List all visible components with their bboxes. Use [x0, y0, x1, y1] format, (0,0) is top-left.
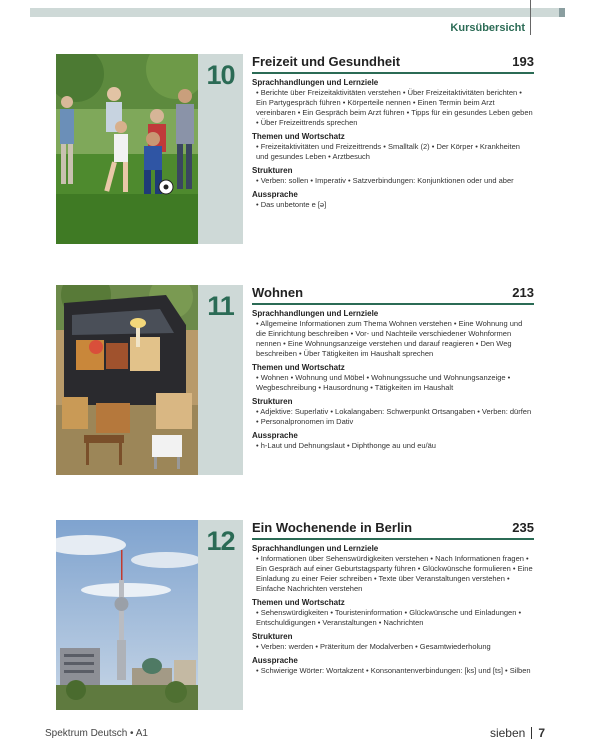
- section-text: • Sehenswürdigkeiten • Touristeninformation • Glückwünsche und Einladungen • Entschuldigungen • Veranstaltungen • Nachrichten: [256, 608, 522, 627]
- section-heading: Strukturen: [252, 632, 293, 641]
- section-heading: Strukturen: [252, 166, 293, 175]
- unit-number: 12: [206, 526, 235, 556]
- section-wortschatz: [252, 363, 534, 393]
- photo-family-soccer: [56, 54, 198, 244]
- unit-number-box: [198, 285, 243, 475]
- section-wortschatz: [252, 132, 534, 162]
- section-strukturen: [252, 632, 534, 652]
- photo-moving-car: [56, 285, 198, 475]
- unit-title: Ein Wochenende in Berlin: [252, 520, 413, 535]
- section-aussprache: [252, 656, 534, 676]
- section-text: • Berichte über Freizeitaktivitäten verstehen • Über Freizeitaktivitäten berichten • Ein Partygespräch führen • Körperteile nennen • Einen Termin beim Arzt vereinbaren • Ein Gespräch beim Arzt führen • Tipps für ein gesundes Leben geben • Über Freizeittrends sprechen: [256, 88, 533, 127]
- header-bar-edge: [559, 8, 565, 17]
- section-text: • h-Laut und Dehnungslaut • Diphthonge au und eu/äu: [256, 441, 436, 450]
- header-bar: [30, 8, 565, 17]
- section-title: Kursübersicht: [450, 22, 525, 34]
- unit-header: [252, 520, 534, 540]
- section-strukturen: [252, 166, 534, 186]
- unit-page: 235: [512, 520, 534, 535]
- section-heading: Sprachhandlungen und Lernziele: [252, 78, 379, 87]
- section-heading: Aussprache: [252, 190, 298, 199]
- section-heading: Sprachhandlungen und Lernziele: [252, 544, 379, 553]
- photo-berlin-skyline: [56, 520, 198, 710]
- section-text: • Verben: sollen • Imperativ • Satzverbindungen: Konjunktionen oder und aber: [256, 176, 514, 185]
- footer-page: [490, 726, 545, 740]
- unit-page: 213: [512, 285, 534, 300]
- unit-number-box: [198, 520, 243, 710]
- unit-number: 10: [206, 60, 235, 90]
- section-heading: Themen und Wortschatz: [252, 363, 345, 372]
- section-aussprache: [252, 190, 534, 210]
- section-strukturen: [252, 397, 534, 427]
- unit-title: Freizeit und Gesundheit: [252, 54, 401, 69]
- section-text: • Wohnen • Wohnung und Möbel • Wohnungssuche und Wohnungsanzeige • Wegbeschreibung • Hausordnung • Tätigkeiten im Haushalt: [256, 373, 511, 392]
- section-heading: Aussprache: [252, 431, 298, 440]
- section-lernziele: [252, 544, 534, 594]
- section-text: • Allgemeine Informationen zum Thema Wohnen verstehen • Eine Wohnung und die Einrichtung beschreiben • Vor- und Nachteile verschiedener Wohnformen nennen • Eine Wohnungsanzeige verstehen und darauf reagieren • Den Weg beschreiben • Über Tätigkeiten im Haushalt sprechen: [256, 319, 523, 358]
- unit-page: 193: [512, 54, 534, 69]
- footer-divider: [531, 727, 532, 739]
- page-number: 7: [538, 726, 545, 740]
- header-tick: [530, 0, 531, 35]
- section-heading: Aussprache: [252, 656, 298, 665]
- unit-number-box: [198, 54, 243, 244]
- unit-header: [252, 285, 534, 305]
- section-lernziele: [252, 78, 534, 128]
- unit-title: Wohnen: [252, 285, 304, 300]
- section-text: • Adjektive: Superlativ • Lokalangaben: Schwerpunkt Ortsangaben • Verben: dürfen • Personalpronomen im Dativ: [256, 407, 532, 426]
- unit-content: [252, 520, 534, 676]
- page-word: sieben: [489, 726, 526, 740]
- section-text: • Informationen über Sehenswürdigkeiten verstehen • Nach Informationen fragen • Ein Gespräch auf einer Geburtstagsparty führen • Glückwünsche formulieren • Eine Einladung zu einer Feier schreiben • Texte über Veranstaltungen verstehen • Einfache Nachrichten verstehen: [256, 554, 533, 593]
- section-text: • Freizeitaktivitäten und Freizeittrends • Smalltalk (2) • Der Körper • Krankheiten und gesundes Leben • Arztbesuch: [256, 142, 520, 161]
- section-text: • Das unbetonte e [ə]: [256, 200, 327, 209]
- section-heading: Themen und Wortschatz: [252, 132, 345, 141]
- unit-content: [252, 285, 534, 451]
- section-text: • Verben: werden • Präteritum der Modalverben • Gesamtwiederholung: [256, 642, 491, 651]
- section-wortschatz: [252, 598, 534, 628]
- unit-content: [252, 54, 534, 210]
- section-lernziele: [252, 309, 534, 359]
- section-heading: Strukturen: [252, 397, 293, 406]
- footer-book-title: Spektrum Deutsch • A1: [45, 728, 148, 739]
- section-text: • Schwierige Wörter: Wortakzent • Konsonantenverbindungen: [ks] und [ts] • Silben: [256, 666, 531, 675]
- section-aussprache: [252, 431, 534, 451]
- section-heading: Themen und Wortschatz: [252, 598, 345, 607]
- unit-number: 11: [207, 291, 234, 321]
- section-heading: Sprachhandlungen und Lernziele: [252, 309, 379, 318]
- unit-header: [252, 54, 534, 74]
